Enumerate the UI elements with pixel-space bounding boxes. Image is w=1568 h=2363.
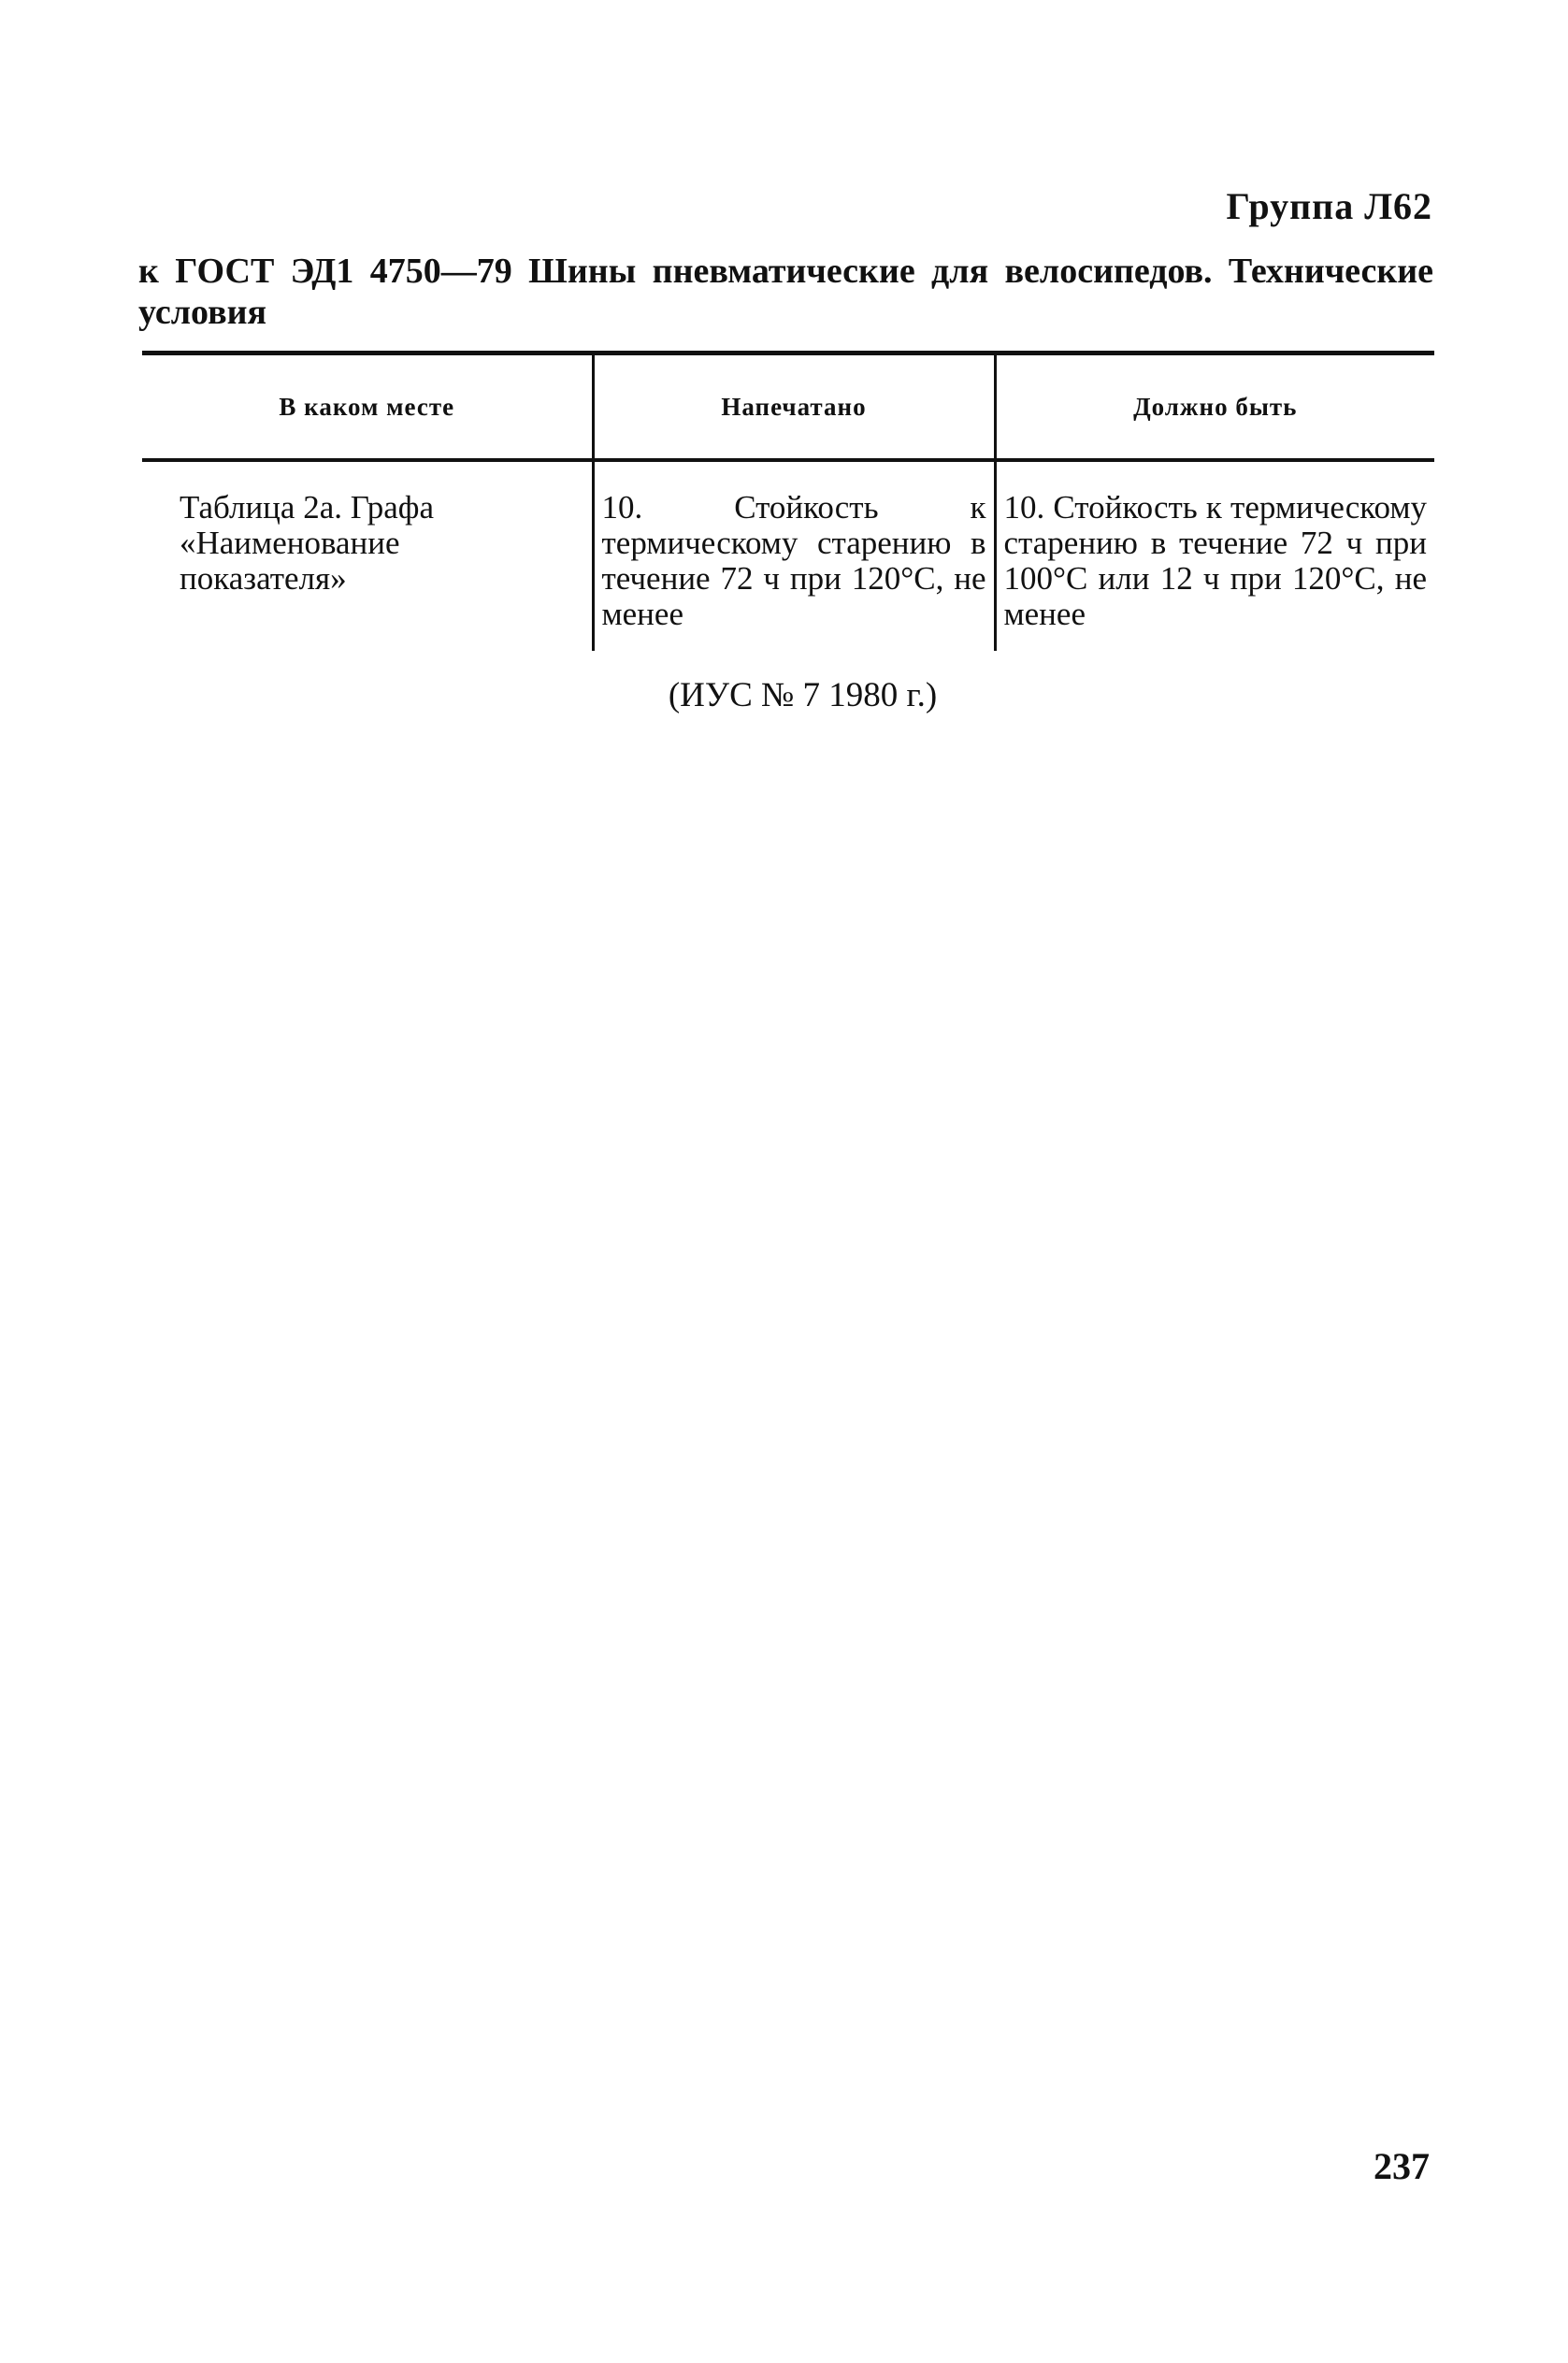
cell-should-be xyxy=(995,460,1434,651)
cell-printed-text: 10. Стойкость к термическому старению в течение 72 ч при 120°С, не менее xyxy=(601,489,986,632)
table-header xyxy=(142,353,1434,461)
table-body xyxy=(142,460,1434,651)
cell-should-be-text: 10. Стойкость к термическому старению в течение 72 ч при 100°С или 12 ч при 120°С, не менее xyxy=(1003,489,1427,632)
source-note: (ИУС № 7 1980 г.) xyxy=(668,676,938,714)
column-header-should-be: Должно быть xyxy=(995,353,1434,461)
group-label: Группа Л62 xyxy=(1226,185,1432,227)
cell-place xyxy=(142,460,593,651)
errata-table xyxy=(142,351,1434,651)
column-header-place: В каком месте xyxy=(279,392,455,421)
cell-place-text: Таблица 2а. Графа «Наименование показателя» xyxy=(180,489,435,597)
page-number: 237 xyxy=(1374,2145,1430,2187)
document-title: к ГОСТ ЭД1 4750—79 Шины пневматические для велосипедов. Технические условия xyxy=(138,252,1433,332)
column-header-printed: Напечатано xyxy=(593,353,995,461)
table-row xyxy=(142,460,1434,651)
cell-printed xyxy=(593,460,995,651)
table-header-row xyxy=(142,353,1434,461)
